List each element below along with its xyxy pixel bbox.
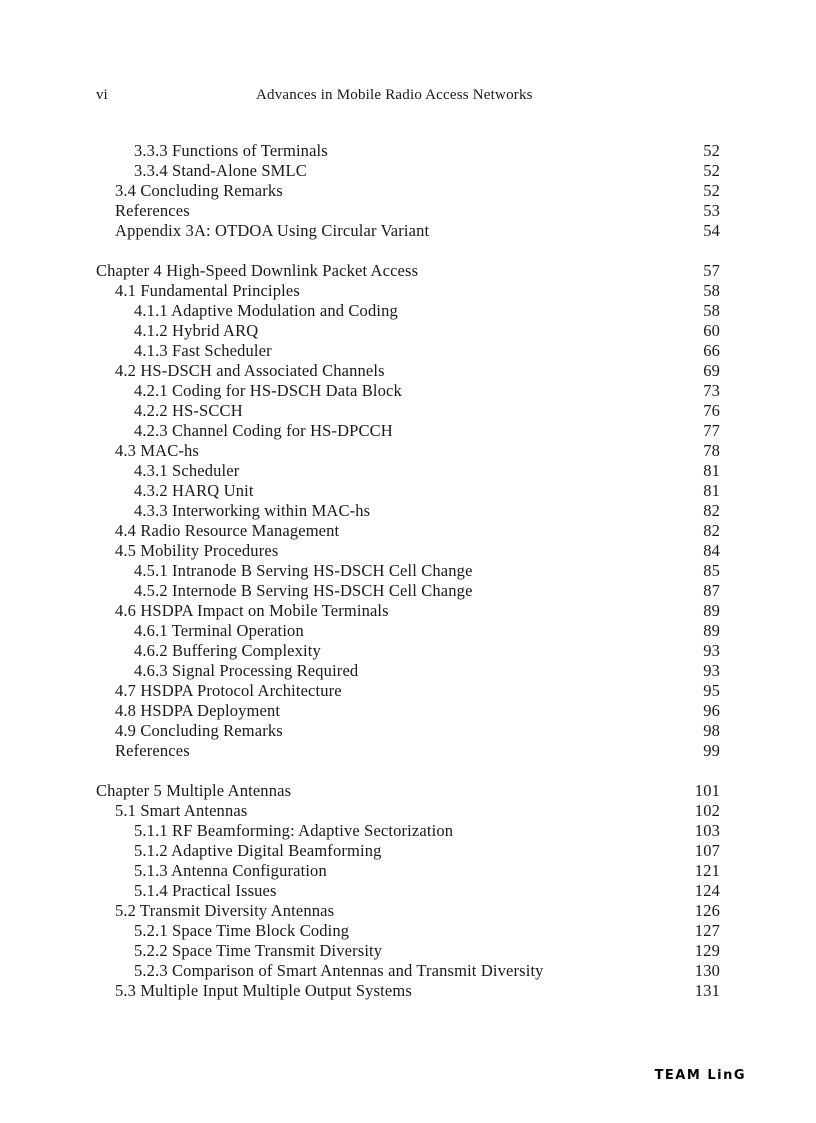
toc-section (96, 261, 720, 761)
toc-entry-title: 4.1.3 Fast Scheduler (134, 341, 272, 360)
toc-entry-title: 4.5.2 Internode B Serving HS-DSCH Cell Change (134, 581, 473, 600)
toc-entry-title: 4.1 Fundamental Principles (115, 281, 300, 300)
toc-entry-page: 96 (703, 701, 720, 720)
toc-entry-page: 82 (703, 521, 720, 540)
toc-entry-page: 87 (703, 581, 720, 600)
toc-entry-page: 77 (703, 421, 720, 440)
toc-entry (96, 661, 720, 681)
toc-entry-title: 4.3 MAC-hs (115, 441, 200, 460)
toc-entry-title: 5.1 Smart Antennas (115, 801, 248, 820)
toc-entry (96, 601, 720, 621)
toc-entry (96, 561, 720, 581)
toc-entry (96, 921, 720, 941)
toc-entry-title: 4.3.2 HARQ Unit (134, 481, 254, 500)
toc-entry (96, 381, 720, 401)
toc-entry-page: 78 (703, 441, 720, 460)
toc-entry-page: 52 (703, 141, 720, 160)
toc-entry (96, 321, 720, 341)
toc-entry-title: 5.2.3 Comparison of Smart Antennas and Transmit Diversity (134, 961, 544, 980)
toc-entry-title: 4.2.3 Channel Coding for HS-DPCCH (134, 421, 393, 440)
toc-entry-page: 121 (694, 861, 720, 880)
toc-entry-page: 66 (703, 341, 720, 360)
toc-entry-page: 93 (703, 661, 720, 680)
toc-entry (96, 201, 720, 221)
toc-entry-title: 5.1.1 RF Beamforming: Adaptive Sectorization (134, 821, 454, 840)
toc-entry-page: 81 (703, 481, 720, 500)
toc-entry (96, 641, 720, 661)
watermark: TEAM LinG (654, 1068, 746, 1083)
toc-entry-page: 85 (703, 561, 720, 580)
toc-entry-page: 89 (703, 621, 720, 640)
toc-entry-title: References (115, 741, 190, 760)
toc-entry (96, 981, 720, 1001)
toc-entry-page: 129 (694, 941, 720, 960)
toc-chapter-entry (96, 261, 720, 281)
toc-entry-title: 4.5.1 Intranode B Serving HS-DSCH Cell Change (134, 561, 473, 580)
toc-entry-title: 4.6.3 Signal Processing Required (134, 661, 359, 680)
toc-section (96, 781, 720, 1001)
toc-section (96, 141, 720, 241)
toc-entry (96, 161, 720, 181)
toc-entry (96, 681, 720, 701)
toc-entry-title: 4.1.2 Hybrid ARQ (134, 321, 259, 340)
toc-entry-page: 102 (694, 801, 720, 820)
toc-entry-title: 5.3 Multiple Input Multiple Output Systems (115, 981, 412, 1000)
toc-entry (96, 741, 720, 761)
toc-entry-title: 5.1.2 Adaptive Digital Beamforming (134, 841, 382, 860)
toc-entry-page: 93 (703, 641, 720, 660)
toc-entry (96, 281, 720, 301)
toc-entry (96, 181, 720, 201)
toc-entry-page: 76 (703, 401, 720, 420)
toc-entry (96, 481, 720, 501)
toc-entry (96, 581, 720, 601)
toc-entry (96, 861, 720, 881)
toc-entry-title: Chapter 5 Multiple Antennas (96, 781, 292, 800)
toc-entry (96, 421, 720, 441)
toc-entry (96, 801, 720, 821)
toc-entry-page: 103 (694, 821, 720, 840)
toc-entry-page: 95 (703, 681, 720, 700)
toc-entry (96, 961, 720, 981)
toc-entry-page: 84 (703, 541, 720, 560)
toc-entry-page: 107 (694, 841, 720, 860)
toc-entry-title: 3.4 Concluding Remarks (115, 181, 283, 200)
toc-entry-page: 52 (703, 181, 720, 200)
toc-entry (96, 441, 720, 461)
toc-entry-title: 4.3.1 Scheduler (134, 461, 240, 480)
toc-entry-title: 4.8 HSDPA Deployment (115, 701, 281, 720)
toc-entry-page: 58 (703, 281, 720, 300)
toc-entry-page: 101 (694, 781, 720, 800)
toc-entry-title: Chapter 4 High-Speed Downlink Packet Access (96, 261, 419, 280)
toc-entry-page: 52 (703, 161, 720, 180)
toc-chapter-entry (96, 781, 720, 801)
toc-entry (96, 461, 720, 481)
toc-entry-title: 3.3.3 Functions of Terminals (134, 141, 328, 160)
toc-entry-page: 69 (703, 361, 720, 380)
toc-entry-title: 4.6.2 Buffering Complexity (134, 641, 321, 660)
toc-entry (96, 301, 720, 321)
toc-entry-title: 4.9 Concluding Remarks (115, 721, 283, 740)
toc-entry (96, 501, 720, 521)
toc-entry (96, 541, 720, 561)
toc-entry-page: 127 (694, 921, 720, 940)
toc-entry-title: 4.7 HSDPA Protocol Architecture (115, 681, 342, 700)
toc-entry-title: 5.2.2 Space Time Transmit Diversity (134, 941, 383, 960)
toc-entry (96, 701, 720, 721)
toc-entry-title: 3.3.4 Stand-Alone SMLC (134, 161, 307, 180)
toc-entry-page: 73 (703, 381, 720, 400)
toc-entry-title: 4.2.1 Coding for HS-DSCH Data Block (134, 381, 402, 400)
toc-entry-page: 53 (703, 201, 720, 220)
page-header (96, 87, 720, 107)
toc-entry-page: 82 (703, 501, 720, 520)
toc-entry (96, 141, 720, 161)
toc-entry-title: 5.2.1 Space Time Block Coding (134, 921, 350, 940)
toc-entry-title: 5.1.3 Antenna Configuration (134, 861, 327, 880)
toc-entry (96, 881, 720, 901)
toc-entry-page: 60 (703, 321, 720, 340)
toc-entry-title: 4.6.1 Terminal Operation (134, 621, 304, 640)
toc-entry (96, 361, 720, 381)
toc-entry-title: 4.4 Radio Resource Management (115, 521, 340, 540)
table-of-contents (96, 141, 720, 1001)
toc-entry-title: Appendix 3A: OTDOA Using Circular Variant (115, 221, 430, 240)
toc-entry-title: 4.2.2 HS-SCCH (134, 401, 243, 420)
toc-entry-title: 4.5 Mobility Procedures (115, 541, 279, 560)
toc-entry (96, 621, 720, 641)
toc-entry-title: 4.6 HSDPA Impact on Mobile Terminals (115, 601, 389, 620)
toc-entry-page: 81 (703, 461, 720, 480)
toc-entry-title: 5.1.4 Practical Issues (134, 881, 277, 900)
toc-entry (96, 721, 720, 741)
toc-entry-page: 126 (694, 901, 720, 920)
toc-entry-page: 130 (694, 961, 720, 980)
toc-entry-page: 98 (703, 721, 720, 740)
toc-entry-title: References (115, 201, 190, 220)
toc-entry (96, 841, 720, 861)
toc-entry (96, 341, 720, 361)
toc-entry (96, 521, 720, 541)
toc-entry-page: 58 (703, 301, 720, 320)
toc-entry-title: 4.1.1 Adaptive Modulation and Coding (134, 301, 398, 320)
page-number: vi (96, 87, 108, 103)
toc-entry-page: 54 (703, 221, 720, 240)
toc-entry (96, 221, 720, 241)
toc-entry-page: 131 (694, 981, 720, 1000)
toc-entry (96, 941, 720, 961)
toc-entry-page: 99 (703, 741, 720, 760)
toc-entry-title: 4.3.3 Interworking within MAC-hs (134, 501, 371, 520)
toc-entry-title: 5.2 Transmit Diversity Antennas (115, 901, 335, 920)
running-title: Advances in Mobile Radio Access Networks (256, 87, 533, 103)
toc-entry-title: 4.2 HS-DSCH and Associated Channels (115, 361, 385, 380)
toc-entry-page: 89 (703, 601, 720, 620)
toc-entry-page: 124 (694, 881, 720, 900)
toc-entry (96, 901, 720, 921)
toc-entry (96, 821, 720, 841)
toc-entry-page: 57 (703, 261, 720, 280)
toc-entry (96, 401, 720, 421)
